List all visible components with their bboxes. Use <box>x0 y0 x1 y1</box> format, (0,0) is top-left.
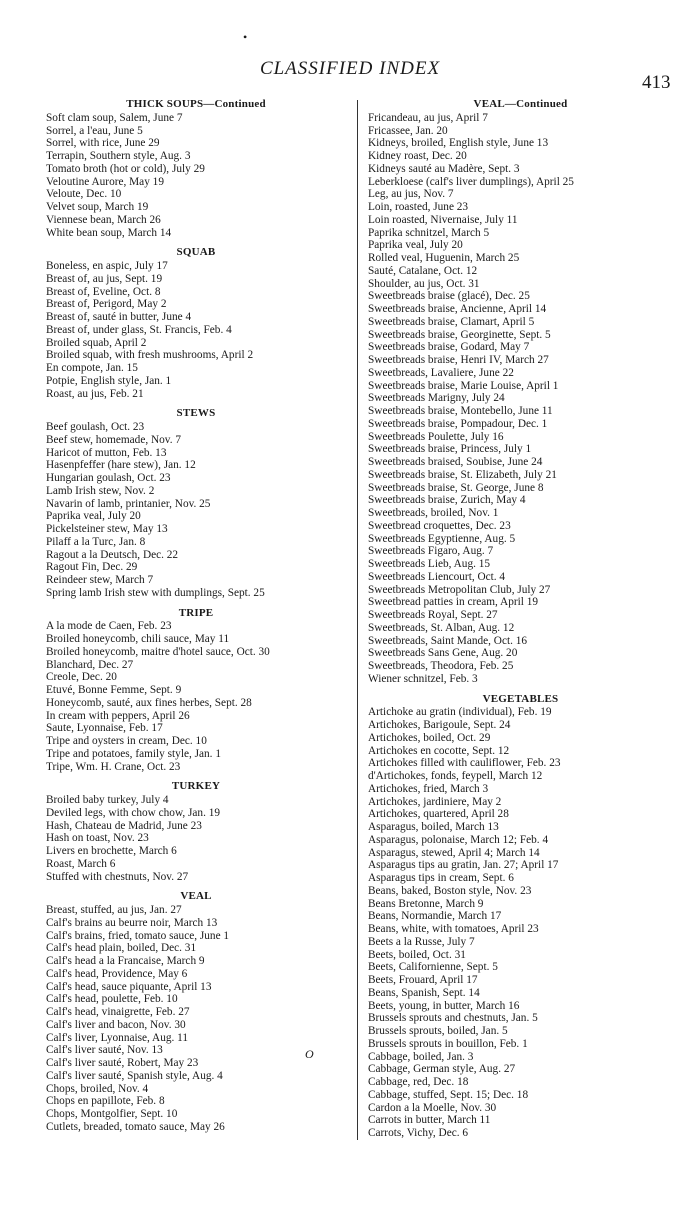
index-entry: Sweetbreads braise, St. George, June 8 <box>368 481 544 494</box>
index-entry: Sweetbreads braise, Zurich, May 4 <box>368 494 526 507</box>
index-entry: Boneless, en aspic, July 17 <box>46 260 168 272</box>
index-entry: Sweetbreads Royal, Sept. 27 <box>368 609 498 621</box>
index-entry: Broiled honeycomb, maitre d'hotel sauce, Oct. 30 <box>46 645 270 658</box>
index-entry: Sweetbreads braise, Pompadour, Dec. 1 <box>368 417 548 430</box>
index-entry: Sweetbreads, Lavaliere, June 22 <box>368 366 514 379</box>
index-entry: Sweetbreads Lieb, Aug. 15 <box>368 558 491 570</box>
column-left <box>46 98 346 1134</box>
index-entry: Ragout a la Deutsch, Dec. 22 <box>46 548 179 561</box>
index-entry: Velvet soup, March 19 <box>46 201 149 213</box>
index-entry: Sweetbreads Metropolitan Club, July 27 <box>368 583 551 596</box>
index-entry: Potpie, English style, Jan. 1 <box>46 374 172 387</box>
index-entry: Sweetbreads, broiled, Nov. 1 <box>368 507 499 519</box>
index-entry: Terrapin, Southern style, Aug. 3 <box>46 150 191 162</box>
index-entry: Tripe and oysters in cream, Dec. 10 <box>46 735 207 747</box>
index-entry: Broiled baby turkey, July 4 <box>46 794 169 806</box>
index-entry: Sweetbreads braise, Henri IV, March 27 <box>368 354 549 366</box>
index-entry: Chops en papillote, Feb. 8 <box>46 1095 165 1108</box>
index-entry: Broiled squab, April 2 <box>46 336 147 349</box>
index-entry: Hasenpfeffer (hare stew), Jan. 12 <box>46 459 196 472</box>
index-entry: Tripe, Wm. H. Crane, Oct. 23 <box>46 760 181 773</box>
index-entry: Roast, March 6 <box>46 857 116 870</box>
index-entry: Cutlets, breaded, tomato sauce, May 26 <box>46 1120 225 1133</box>
index-section <box>368 693 673 1140</box>
index-entry: Roast, au jus, Feb. 21 <box>46 387 144 400</box>
index-entry: Beans, baked, Boston style, Nov. 23 <box>368 884 532 897</box>
section-heading: VEAL <box>180 890 212 903</box>
index-entry: Artichokes, jardiniere, May 2 <box>368 795 502 808</box>
index-entry: Etuvé, Bonne Femme, Sept. 9 <box>46 684 182 696</box>
index-entry: Sweetbreads Figaro, Aug. 7 <box>368 545 494 558</box>
index-entry: Viennese bean, March 26 <box>46 213 161 226</box>
running-title: CLASSIFIED INDEX <box>259 58 441 79</box>
section-heading: TURKEY <box>171 780 221 793</box>
index-entry: Artichokes, quartered, April 28 <box>368 808 509 821</box>
index-entry: Deviled legs, with chow chow, Jan. 19 <box>46 806 221 819</box>
index-entry: Breast, stuffed, au jus, Jan. 27 <box>46 904 182 916</box>
index-entry: Brussels sprouts, boiled, Jan. 5 <box>368 1025 508 1037</box>
index-entry: Cabbage, German style, Aug. 27 <box>368 1063 516 1076</box>
index-entry: Fricandeau, au jus, April 7 <box>368 111 488 124</box>
index-entry: Veloutine Aurore, May 19 <box>46 175 164 188</box>
index-entry: White bean soup, March 14 <box>46 226 172 239</box>
index-entry: Artichokes filled with cauliflower, Feb. 23 <box>368 757 561 770</box>
index-entry: Asparagus tips in cream, Sept. 6 <box>368 872 514 884</box>
index-entry: Cardon a la Moelle, Nov. 30 <box>368 1101 497 1114</box>
index-section <box>46 607 346 774</box>
index-entry: Blanchard, Dec. 27 <box>46 658 134 671</box>
index-entry: Hash, Chateau de Madrid, June 23 <box>46 819 202 832</box>
index-entry: Kidneys, broiled, English style, June 13 <box>368 137 549 150</box>
index-entry: Tomato broth (hot or cold), July 29 <box>46 162 205 175</box>
index-entry: Calf's head, sauce piquante, April 13 <box>46 980 212 993</box>
index-entry: Carrots, Vichy, Dec. 6 <box>368 1127 469 1139</box>
index-entry: Lamb Irish stew, Nov. 2 <box>46 484 155 497</box>
index-entry: Pilaff a la Turc, Jan. 8 <box>46 535 146 548</box>
index-entry: Breast of, au jus, Sept. 19 <box>46 272 163 285</box>
index-entry: Broiled honeycomb, chili sauce, May 11 <box>46 633 230 645</box>
index-section <box>46 246 346 400</box>
index-entry: Sauté, Catalane, Oct. 12 <box>368 264 478 277</box>
index-entry: In cream with peppers, April 26 <box>46 709 190 722</box>
index-entry: Sorrel, with rice, June 29 <box>46 137 160 150</box>
index-entry: Stuffed with chestnuts, Nov. 27 <box>46 870 189 883</box>
index-entry: Paprika veal, July 20 <box>46 510 141 523</box>
index-entry: Sweetbreads braise, Marie Louise, April 1 <box>368 379 559 392</box>
stray-mark: O <box>305 1047 314 1061</box>
index-entry: Loin, roasted, June 23 <box>368 201 469 213</box>
index-entry: Calf's head, vinaigrette, Feb. 27 <box>46 1006 190 1018</box>
index-entry: Beets, young, in butter, March 16 <box>368 999 520 1012</box>
index-entry: Artichokes, boiled, Oct. 29 <box>368 731 491 744</box>
index-entry: Livers en brochette, March 6 <box>46 845 177 857</box>
index-entry: Spring lamb Irish stew with dumplings, Sept. 25 <box>46 586 265 599</box>
index-entry: A la mode de Caen, Feb. 23 <box>46 620 172 633</box>
index-entry: Beans, Normandie, March 17 <box>368 910 502 923</box>
index-section <box>368 98 673 686</box>
index-entry: Cabbage, stuffed, Sept. 15; Dec. 18 <box>368 1088 529 1101</box>
top-margin-mark: • <box>243 30 248 44</box>
index-entry: Fricassee, Jan. 20 <box>368 124 448 137</box>
index-entry: Chops, Montgolfier, Sept. 10 <box>46 1108 178 1120</box>
index-entry: Sweetbreads braised, Soubise, June 24 <box>368 456 543 468</box>
index-entry: Beets, Californienne, Sept. 5 <box>368 961 498 974</box>
index-entry: Sweetbreads braise, Montebello, June 11 <box>368 405 553 417</box>
index-entry: Sweetbreads braise, Georginette, Sept. 5 <box>368 328 551 341</box>
index-entry: Beef goulash, Oct. 23 <box>46 421 145 433</box>
index-entry: Calf's liver and bacon, Nov. 30 <box>46 1018 186 1031</box>
index-entry: Broiled squab, with fresh mushrooms, April 2 <box>46 349 254 362</box>
index-entry: Leberkloese (calf's liver dumplings), April 25 <box>368 175 574 188</box>
index-entry: Calf's head plain, boiled, Dec. 31 <box>46 942 197 955</box>
index-entry: Soft clam soup, Salem, June 7 <box>46 111 183 124</box>
index-entry: Sweetbread patties in cream, April 19 <box>368 596 539 609</box>
column-right <box>368 98 673 1140</box>
index-entry: Rolled veal, Huguenin, March 25 <box>368 252 520 264</box>
index-entry: Sweetbreads braise, Godard, May 7 <box>368 341 530 354</box>
index-entry: Hungarian goulash, Oct. 23 <box>46 472 171 484</box>
index-entry: Sweetbreads, Saint Mande, Oct. 16 <box>368 634 528 647</box>
index-entry: Sweetbreads Poulette, July 16 <box>368 430 504 443</box>
index-entry: Cabbage, red, Dec. 18 <box>368 1076 469 1088</box>
index-entry: Pickelsteiner stew, May 13 <box>46 523 168 535</box>
index-entry: Artichokes, Barigoule, Sept. 24 <box>368 719 511 731</box>
index-entry: Tripe and potatoes, family style, Jan. 1 <box>46 747 221 760</box>
index-entry: Beets a la Russe, July 7 <box>368 935 475 948</box>
index-entry: Calf's liver sauté, Robert, May 23 <box>46 1057 199 1069</box>
index-entry: Saute, Lyonnaise, Feb. 17 <box>46 722 163 735</box>
index-entry: Asparagus, stewed, April 4; March 14 <box>368 846 540 859</box>
column-divider <box>357 100 358 1140</box>
index-entry: Brussels sprouts in bouillon, Feb. 1 <box>368 1037 528 1050</box>
section-heading: VEAL—Continued <box>473 98 568 110</box>
index-entry: d'Artichokes, fonds, feypell, March 12 <box>368 770 543 782</box>
index-entry: Calf's brains au beurre noir, March 13 <box>46 916 218 929</box>
index-entry: Brussels sprouts and chestnuts, Jan. 5 <box>368 1012 538 1025</box>
index-entry: Honeycomb, sauté, aux fines herbes, Sept. 28 <box>46 696 252 709</box>
index-entry: Hash on toast, Nov. 23 <box>46 832 149 845</box>
index-section <box>46 890 346 1133</box>
index-entry: Beets, Frouard, April 17 <box>368 974 478 986</box>
index-entry: Sweetbreads Sans Gene, Aug. 20 <box>368 647 518 660</box>
index-entry: Ragout Fin, Dec. 29 <box>46 561 138 574</box>
index-entry: Sweetbreads Liencourt, Oct. 4 <box>368 570 506 583</box>
index-entry: Kidney roast, Dec. 20 <box>368 150 467 162</box>
index-entry: Calf's liver sauté, Nov. 13 <box>46 1044 163 1057</box>
index-entry: Sweetbreads braise (glacé), Dec. 25 <box>368 290 530 303</box>
index-entry: Sweetbreads braise, Clamart, April 5 <box>368 315 535 328</box>
index-entry: Reindeer stew, March 7 <box>46 574 154 586</box>
index-entry: Beef stew, homemade, Nov. 7 <box>46 433 181 446</box>
index-entry: Sweetbreads braise, St. Elizabeth, July 21 <box>368 468 557 481</box>
index-entry: Artichokes, fried, March 3 <box>368 782 489 795</box>
index-entry: Breast of, under glass, St. Francis, Feb. 4 <box>46 323 232 336</box>
index-entry: Sweetbreads, St. Alban, Aug. 12 <box>368 621 515 634</box>
index-entry: Paprika schnitzel, March 5 <box>368 226 490 239</box>
index-section <box>46 780 346 883</box>
index-entry: Artichokes en cocotte, Sept. 12 <box>368 744 510 757</box>
index-entry: Shoulder, au jus, Oct. 31 <box>368 277 480 290</box>
index-entry: Sweetbreads braise, Princess, July 1 <box>368 443 532 456</box>
index-entry: Beans, Spanish, Sept. 14 <box>368 986 480 999</box>
index-entry: Beans, white, with tomatoes, April 23 <box>368 923 539 935</box>
index-entry: Creole, Dec. 20 <box>46 671 117 684</box>
index-entry: Sweetbreads Marigny, July 24 <box>368 392 505 405</box>
index-entry: Paprika veal, July 20 <box>368 239 463 252</box>
index-entry: Carrots in butter, March 11 <box>368 1114 491 1127</box>
index-entry: Calf's head, Providence, May 6 <box>46 967 188 980</box>
index-entry: Leg, au jus, Nov. 7 <box>368 188 454 201</box>
index-entry: Sorrel, a l'eau, June 5 <box>46 124 143 137</box>
index-entry: Loin roasted, Nivernaise, July 11 <box>368 213 518 226</box>
index-entry: Sweetbreads, Theodora, Feb. 25 <box>368 660 514 672</box>
section-heading: VEGETABLES <box>482 692 559 705</box>
index-entry: Calf's head, poulette, Feb. 10 <box>46 993 178 1006</box>
index-entry: Beans Bretonne, March 9 <box>368 897 484 910</box>
index-entry: Breast of, Eveline, Oct. 8 <box>46 285 161 298</box>
index-entry: Breast of, sauté in butter, June 4 <box>46 311 192 323</box>
section-heading: TRIPE <box>178 606 214 619</box>
index-entry: Veloute, Dec. 10 <box>46 188 122 201</box>
index-entry: Calf's liver sauté, Spanish style, Aug. 4 <box>46 1069 223 1082</box>
index-entry: Beets, boiled, Oct. 31 <box>368 948 466 961</box>
section-heading: SQUAB <box>176 246 216 259</box>
index-entry: Artichoke au gratin (individual), Feb. 19 <box>368 706 552 719</box>
section-heading: THICK SOUPS—Continued <box>126 98 266 110</box>
index-entry: Wiener schnitzel, Feb. 3 <box>368 672 478 685</box>
index-entry: Calf's liver, Lyonnaise, Aug. 11 <box>46 1031 189 1044</box>
index-entry: Sweetbreads Egyptienne, Aug. 5 <box>368 532 516 545</box>
index-section <box>46 407 346 599</box>
index-entry: Asparagus, boiled, March 13 <box>368 821 499 833</box>
index-entry: Calf's head a la Francaise, March 9 <box>46 955 205 967</box>
index-entry: Sweetbread croquettes, Dec. 23 <box>368 519 511 532</box>
index-entry: Asparagus, polonaise, March 12; Feb. 4 <box>368 833 549 846</box>
index-entry: Kidneys sauté au Madère, Sept. 3 <box>368 162 520 175</box>
index-entry: Sweetbreads braise, Ancienne, April 14 <box>368 303 547 315</box>
index-entry: En compote, Jan. 15 <box>46 362 138 374</box>
index-entry: Navarin of lamb, printanier, Nov. 25 <box>46 497 211 510</box>
section-heading: STEWS <box>176 407 216 420</box>
index-section <box>46 98 346 239</box>
index-entry: Haricot of mutton, Feb. 13 <box>46 446 167 459</box>
index-entry: Cabbage, boiled, Jan. 3 <box>368 1050 474 1063</box>
index-entry: Breast of, Perigord, May 2 <box>46 298 167 311</box>
index-entry: Calf's brains, fried, tomato sauce, June 1 <box>46 929 230 942</box>
index-entry: Chops, broiled, Nov. 4 <box>46 1082 149 1095</box>
index-entry: Asparagus tips au gratin, Jan. 27; April 17 <box>368 859 559 872</box>
page-number: 413 <box>642 72 671 93</box>
